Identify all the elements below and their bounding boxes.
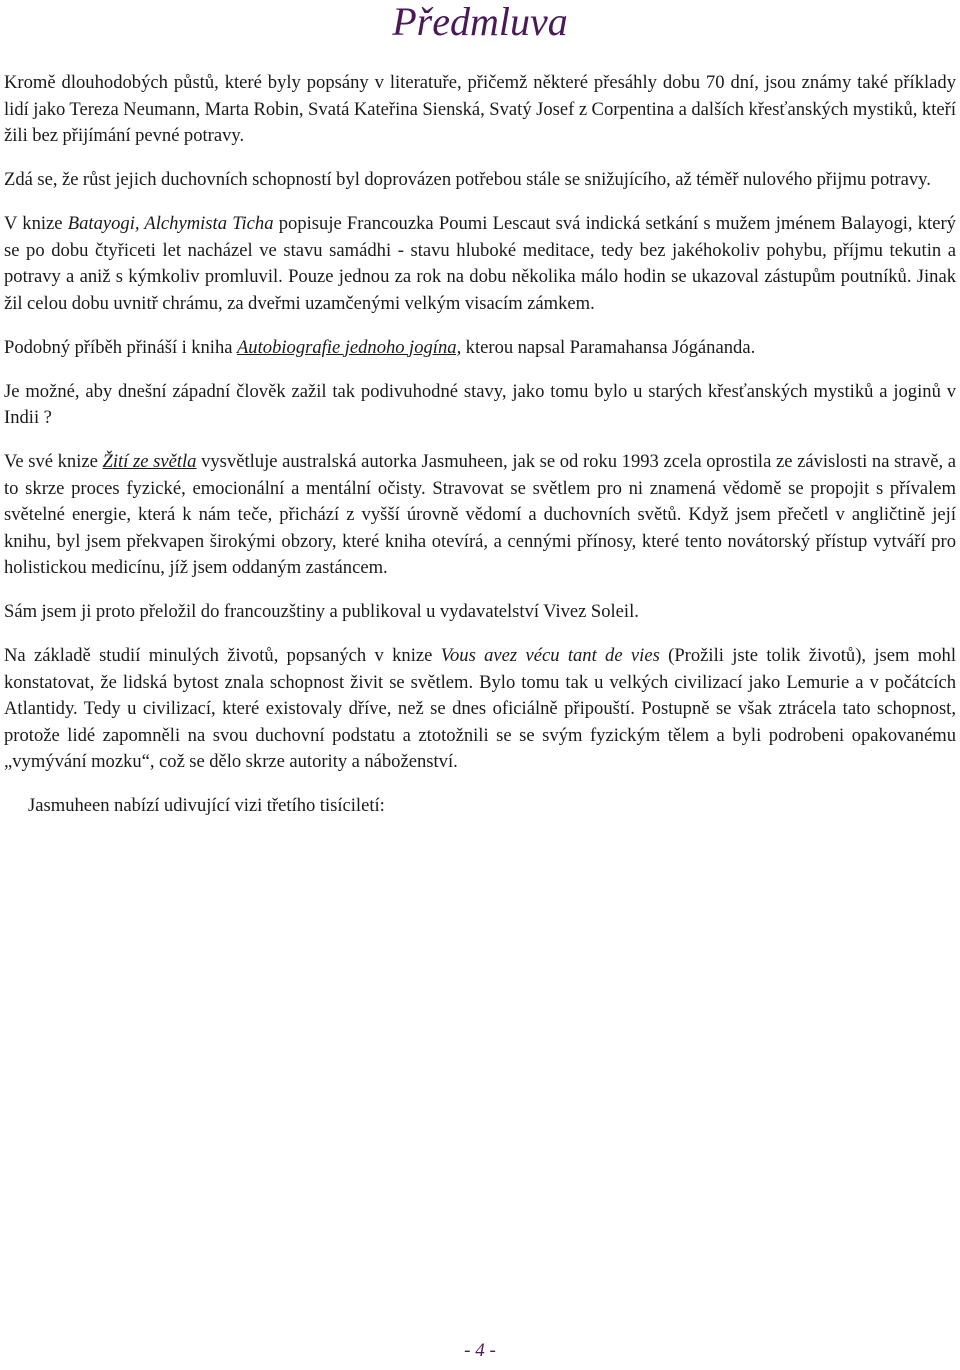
paragraph-4 xyxy=(4,335,956,362)
book-title-vous-avez-vecu: Vous avez vécu tant de vies xyxy=(440,645,660,666)
paragraph-8 xyxy=(4,643,956,776)
book-title-batayogi: Batayogi, Alchymista Ticha xyxy=(67,213,274,234)
paragraph-2 xyxy=(4,167,956,194)
paragraph-text: vysvětluje australská autorka Jasmuheen, jak se od roku 1993 zcela oprostila ze závislosti na stravě, a to skrze proces fyzické, emocionální a mentální očisty. Stravovat se světlem pro ni znamená vědomě se propojit s přívalem světelné energie, která k nám teče, přichází z vyšší úrovně vědomí a duchovních světů. Když jsem přečetl v angličtině její knihu, byl jsem překvapen širokými obzory, které kniha otevírá, a cennými přínosy, které tento novátorský přístup vytváří pro holistickou medicínu, jíž jsem oddaným zastáncem. xyxy=(4,451,956,578)
paragraph-1 xyxy=(4,70,956,150)
paragraph-text: kterou napsal Paramahansa Jógánanda. xyxy=(461,336,756,358)
paragraph-text: V knize xyxy=(4,213,68,234)
paragraph-text: (Prožili jste tolik životů), jsem mohl konstatovat, že lidská bytost znala schopnost živit se světlem. Bylo tomu tak u velkých civilizací jako Lemurie a v počátcích Atlantidy. Tedy u civilizací, které existovaly dříve, než se dnes oficiálně připouští. Postupně se však ztrácela tato schopnost, protože lidé zapomněli na svou duchovní podstatu a ztotožnili se se svým fyzickým tělem a byli podrobeni opakovanému „vymývání mozku“, což se dělo skrze autority a náboženství. xyxy=(4,645,957,772)
paragraph-text: Podobný příběh přináší i kniha xyxy=(4,336,237,358)
paragraph-text: Zdá se, že růst jejich duchovních schopností byl doprovázen potřebou stále se snižujícího, až téměř nulového přijmu potravy. xyxy=(4,169,931,190)
paragraph-text: Ve své knize xyxy=(4,451,103,472)
paragraph-7 xyxy=(4,599,956,626)
paragraph-text: Na základě studií minulých životů, popsaných v knize xyxy=(4,645,441,666)
paragraph-9 xyxy=(4,793,956,820)
paragraph-6 xyxy=(4,449,956,582)
page-title: Předmluva xyxy=(392,0,568,44)
paragraph-3 xyxy=(4,211,956,317)
page-number: - 4 - xyxy=(464,1340,496,1361)
document-body xyxy=(4,70,956,837)
paragraph-5 xyxy=(4,379,956,432)
paragraph-text: Sám jsem ji proto přeložil do francouzštiny a publikoval u vydavatelství Vivez Soleil. xyxy=(4,601,639,622)
book-title-autobiografie: Autobiografie jednoho jogína, xyxy=(236,336,462,358)
book-title-ziti-ze-svetla: Žití ze světla xyxy=(102,451,197,472)
paragraph-text: Kromě dlouhodobých půstů, které byly popsány v literatuře, přičemž některé přesáhly dobu 70 dní, jsou známy také příklady lidí jako Tereza Neumann, Marta Robin, Svatá Kateřina Sienská, Svatý Josef z Corpentina a dalších křesťanských mystiků, kteří žili bez přijímání pevné potravy. xyxy=(4,72,956,146)
paragraph-text: Je možné, aby dnešní západní člověk zažil tak podivuhodné stavy, jako tomu bylo u starých křesťanských mystiků a joginů v Indii ? xyxy=(4,380,956,428)
paragraph-text: popisuje Francouzka Poumi Lescaut svá indická setkání s mužem jménem Balayogi, který se po dobu čtyřiceti let nacházel ve stavu samádhi - stavu hluboké meditace, tedy bez jakéhokoliv pohybu, příjmu tekutin a potravy a aniž s kýmkoliv promluvil. Pouze jednou za rok na dobu několika málo hodin se ukazoval zástupům poutníků. Jinak žil celou dobu uvnitř chrámu, za dveřmi uzamčenými velkým visacím zámkem. xyxy=(4,213,956,314)
paragraph-text: Jasmuheen nabízí udivující vizi třetího tisíciletí: xyxy=(28,795,385,816)
